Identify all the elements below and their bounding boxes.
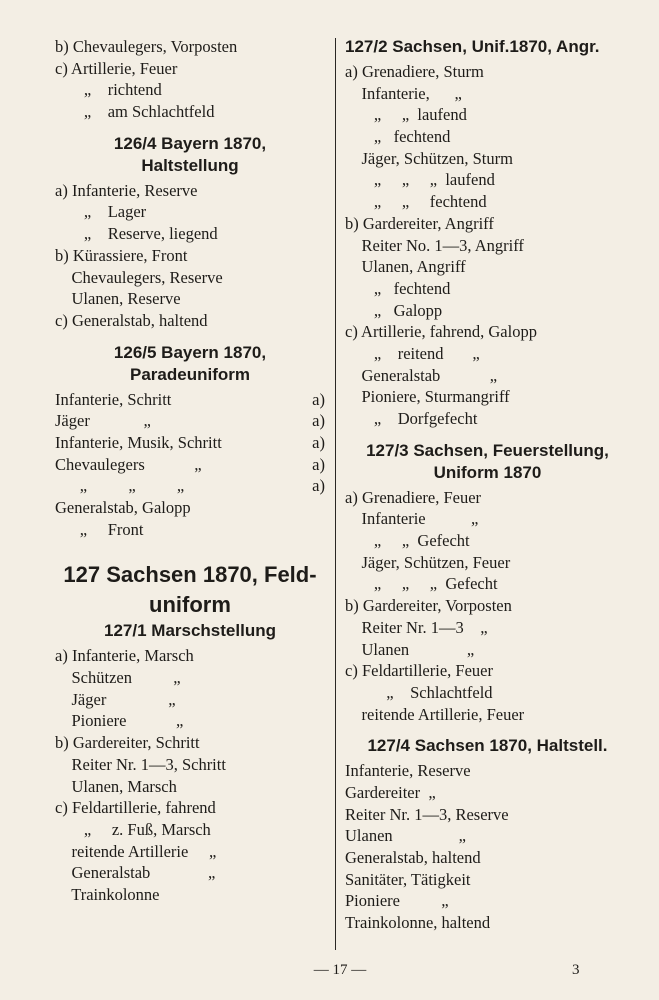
entry-line [345, 595, 630, 617]
entry-line [55, 432, 325, 454]
entry-text: „ „ „ laufend [345, 170, 495, 190]
entry-line [55, 79, 325, 101]
subsection-heading: Uniform 1870 [433, 462, 542, 482]
entry-line [55, 667, 325, 689]
entry-line [345, 847, 630, 869]
entry-text: a) Grenadiere, Feuer [345, 487, 482, 507]
subsection-heading: Haltstellung [141, 155, 239, 175]
entry-line [345, 660, 630, 682]
entry-line [345, 126, 630, 148]
entry-text: Chevaulegers „ [55, 454, 202, 474]
entry-text: Ulanen, Marsch [55, 776, 177, 796]
entry-line [55, 754, 325, 776]
entry-text: a) Grenadiere, Sturm [345, 62, 484, 81]
entry-text: Reiter No. 1—3, Angriff [345, 235, 524, 255]
entry-text: Schützen „ [55, 668, 181, 688]
entry-text: b) Kürassiere, Front [55, 245, 188, 265]
entry-line [345, 530, 630, 552]
entry-line [345, 639, 630, 661]
entry-line [345, 617, 630, 639]
entry-text: „ Dorfgefecht [345, 409, 478, 428]
entry-line [55, 101, 325, 123]
entry-text: Pioniere „ [345, 891, 449, 911]
entry-text: Ulanen „ [345, 826, 466, 846]
entry-text: „ „ laufend [345, 105, 467, 125]
entry-text: a) Infanterie, Reserve [55, 180, 198, 200]
entry-line [55, 454, 325, 476]
entry-text: Reiter Nr. 1—3 „ [345, 617, 488, 637]
entry-line [55, 475, 325, 497]
entry-text: Pioniere „ [55, 711, 184, 731]
entry-line [345, 148, 630, 170]
right-column [345, 36, 630, 934]
entry-text: „ Front [55, 519, 144, 539]
entry-text: Trainkolonne [55, 884, 160, 904]
entry-line [345, 278, 630, 300]
entry-text: reitende Artillerie, Feuer [345, 704, 525, 724]
entry-text: Generalstab „ [345, 365, 498, 385]
entry-line [55, 841, 325, 863]
entry-text: „ Reserve, liegend [55, 224, 218, 244]
entry-text: Generalstab, Galopp [55, 498, 191, 517]
entry-line [55, 497, 325, 519]
entry-text: c) Artillerie, Feuer [55, 58, 178, 78]
entry-text: Infanterie, „ [345, 83, 462, 103]
entry-line [345, 825, 630, 847]
entry-line [55, 267, 325, 289]
entry-line [55, 389, 325, 411]
subsection-heading: 127/3 Sachsen, Feuerstellung, [366, 440, 609, 460]
left-column [55, 36, 325, 906]
entry-text: „ Schlachtfeld [345, 682, 493, 702]
entry-text: Infanterie, Schritt [55, 389, 172, 409]
subsection-heading: 126/5 Bayern 1870, [113, 342, 267, 362]
entry-text: Infanterie „ [345, 509, 479, 529]
entry-marker: a) [312, 411, 325, 431]
page-number: — 17 — [313, 962, 367, 978]
entry-line [55, 201, 325, 223]
entry-line [55, 797, 325, 819]
section-title: uniform [149, 592, 231, 618]
entry-text: Jäger, Schützen, Sturm [345, 148, 513, 168]
subsection-heading: 127/1 Marschstellung [104, 621, 276, 641]
entry-line [345, 804, 630, 826]
entry-line [55, 776, 325, 798]
entry-text: „ „ Gefecht [345, 531, 470, 551]
entry-text: c) Artillerie, fahrend, Galopp [345, 322, 537, 342]
entry-text: Generalstab „ [55, 863, 216, 883]
entry-line [55, 819, 325, 841]
entry-marker: a) [312, 454, 325, 474]
entry-line [55, 180, 325, 202]
entry-line [345, 869, 630, 891]
entry-marker: a) [312, 389, 325, 409]
entry-text: b) Gardereiter, Angriff [345, 213, 494, 233]
entry-line [345, 912, 630, 934]
entry-line [55, 58, 325, 80]
entry-text: Ulanen, Angriff [345, 257, 466, 277]
entry-line [55, 645, 325, 667]
entry-text: „ Lager [55, 202, 147, 222]
entry-line [345, 104, 630, 126]
entry-text: Pioniere, Sturmangriff [345, 387, 510, 407]
entry-text: „ „ „ Gefecht [345, 574, 498, 594]
subsection-heading: Paradeuniform [130, 364, 250, 384]
entry-line [345, 83, 630, 105]
entry-text: Jäger „ [55, 411, 151, 431]
entry-text: Chevaulegers, Reserve [55, 267, 223, 287]
entry-text: Gardereiter „ [345, 782, 436, 802]
entry-text: c) Feldartillerie, Feuer [345, 661, 493, 681]
signature-mark: 3 [572, 962, 580, 978]
entry-line [55, 519, 325, 541]
entry-line [345, 213, 630, 235]
entry-text: Infanterie, Musik, Schritt [55, 432, 222, 452]
entry-text: c) Generalstab, haltend [55, 310, 208, 330]
entry-line [55, 689, 325, 711]
entry-line [55, 310, 325, 332]
subsection-heading: 126/4 Bayern 1870, [113, 133, 267, 153]
subsection-heading: 127/2 Sachsen, Unif.1870, Angr. [345, 37, 600, 56]
entry-line [55, 410, 325, 432]
entry-line [55, 288, 325, 310]
entry-line [345, 487, 630, 509]
entry-line [345, 169, 630, 191]
entry-line [345, 61, 630, 83]
entry-text: Jäger, Schützen, Feuer [345, 552, 511, 572]
entry-text: „ „ „ [55, 476, 185, 496]
entry-text: Infanterie, Reserve [345, 761, 471, 781]
entry-text: „ „ fechtend [345, 192, 487, 212]
column-divider [335, 38, 336, 950]
entry-text: b) Gardereiter, Schritt [55, 733, 200, 753]
entry-text: Reiter Nr. 1—3, Schritt [55, 754, 226, 774]
entry-text: „ z. Fuß, Marsch [55, 819, 211, 839]
entry-text: Jäger „ [55, 689, 176, 709]
entry-line [345, 343, 630, 365]
entry-line [345, 573, 630, 595]
entry-text: „ fechtend [345, 127, 451, 147]
entry-text: c) Feldartillerie, fahrend [55, 798, 216, 818]
entry-text: Trainkolonne, haltend [345, 913, 491, 933]
entry-text: Ulanen „ [345, 639, 475, 659]
entry-text: „ am Schlachtfeld [55, 102, 215, 122]
entry-text: „ fechtend [345, 278, 451, 298]
entry-marker: a) [312, 432, 325, 452]
entry-marker: a) [312, 476, 325, 496]
section-title: 127 Sachsen 1870, Feld- [63, 562, 317, 588]
entry-line [345, 760, 630, 782]
entry-text: Ulanen, Reserve [55, 289, 181, 309]
entry-line [345, 682, 630, 704]
entry-line [345, 552, 630, 574]
entry-line [55, 245, 325, 267]
entry-line [345, 321, 630, 343]
entry-line [55, 710, 325, 732]
entry-text: „ Galopp [345, 300, 443, 320]
entry-line [345, 408, 630, 430]
entry-line [345, 704, 630, 726]
entry-line [55, 36, 325, 58]
entry-text: reitende Artillerie „ [55, 841, 217, 861]
entry-line [55, 862, 325, 884]
entry-line [345, 300, 630, 322]
entry-text: b) Gardereiter, Vorposten [345, 596, 512, 616]
entry-line [345, 256, 630, 278]
entry-text: b) Chevaulegers, Vorposten [55, 37, 238, 56]
entry-line [55, 884, 325, 906]
entry-text: Reiter Nr. 1—3, Reserve [345, 804, 509, 824]
entry-line [55, 732, 325, 754]
entry-line [345, 782, 630, 804]
entry-text: a) Infanterie, Marsch [55, 646, 194, 666]
entry-line [55, 223, 325, 245]
entry-line [345, 235, 630, 257]
entry-text: „ reitend „ [345, 343, 480, 363]
subsection-heading: 127/4 Sachsen 1870, Haltstell. [367, 736, 608, 756]
entry-text: Generalstab, haltend [345, 848, 481, 867]
entry-line [345, 386, 630, 408]
entry-line [345, 365, 630, 387]
entry-line [345, 191, 630, 213]
entry-text: Sanitäter, Tätigkeit [345, 869, 471, 889]
entry-line [345, 890, 630, 912]
entry-text: „ richtend [55, 80, 162, 100]
entry-line [345, 508, 630, 530]
